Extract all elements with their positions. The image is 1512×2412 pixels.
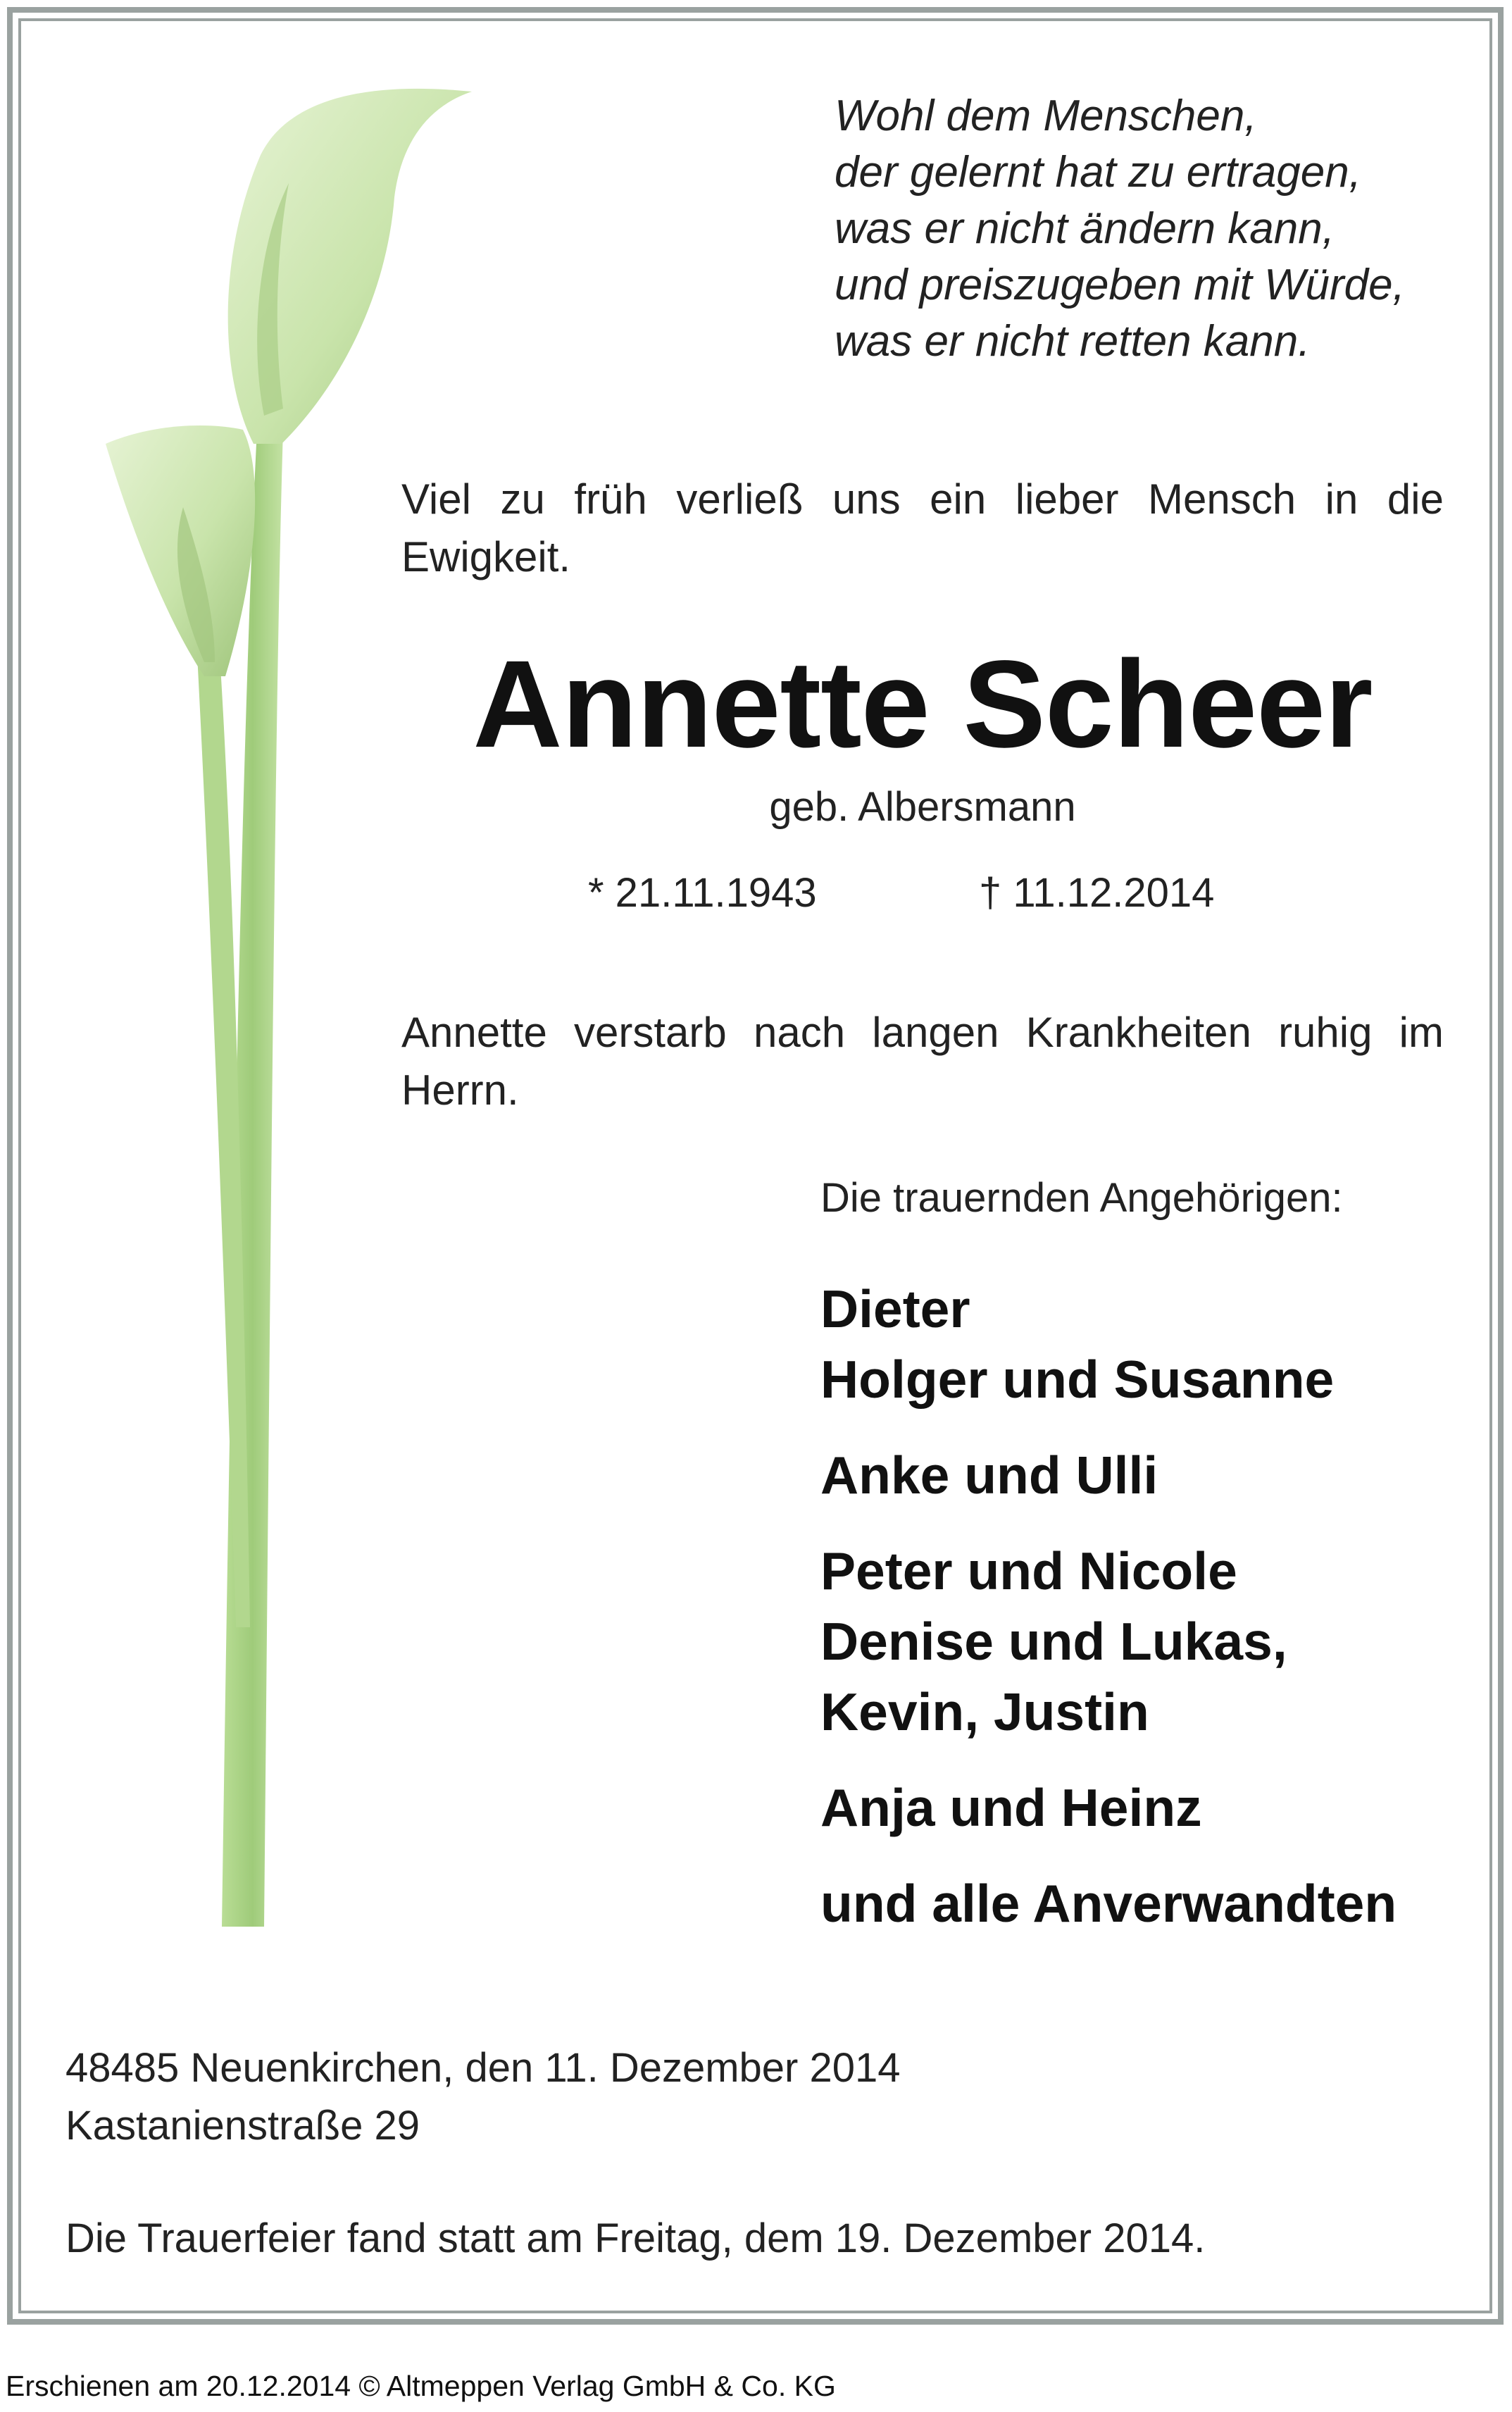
poem-quote	[835, 88, 1468, 370]
relatives-group	[820, 1536, 1397, 1747]
relative-name: Peter und Nicole	[820, 1541, 1237, 1600]
intro-text: Viel zu früh verließ uns ein lieber Mensch in die Ewigkeit.	[401, 475, 1444, 580]
publication-credit: Erschienen am 20.12.2014 © Altmeppen Verlag GmbH & Co. KG	[6, 2370, 836, 2402]
quote-line: der gelernt hat zu ertragen,	[835, 148, 1361, 197]
quote-line: was er nicht ändern kann,	[835, 204, 1335, 253]
relatives-group	[820, 1274, 1397, 1415]
relative-name: und alle Anverwandten	[820, 1874, 1397, 1933]
relative-name: Dieter	[820, 1279, 970, 1338]
birth-name: geb. Albersmann	[769, 784, 1076, 830]
quote-line: Wohl dem Menschen,	[835, 92, 1257, 140]
death-date: † 11.12.2014	[979, 870, 1215, 916]
birth-date: * 21.11.1943	[588, 870, 817, 916]
deceased-name: Annette Scheer	[473, 635, 1373, 773]
relative-name: Anke und Ulli	[820, 1446, 1158, 1505]
relative-name: Holger und Susanne	[820, 1350, 1335, 1409]
relatives-group	[820, 1440, 1397, 1510]
ceremony-text: Die Trauerfeier fand statt am Freitag, dem 19. Dezember 2014.	[65, 2215, 1206, 2261]
address-line-1: 48485 Neuenkirchen, den 11. Dezember 2014	[65, 2045, 901, 2091]
relative-name: Kevin, Justin	[820, 1682, 1149, 1741]
relatives-list	[820, 1274, 1397, 1964]
relative-name: Denise und Lukas,	[820, 1612, 1287, 1671]
quote-line: was er nicht retten kann.	[835, 317, 1311, 366]
relatives-group	[820, 1772, 1397, 1843]
address-line-2: Kastanienstraße 29	[65, 2103, 420, 2149]
relative-name: Anja und Heinz	[820, 1778, 1202, 1837]
statement-text: Annette verstarb nach langen Krankheiten ruhig im Herrn.	[401, 1009, 1444, 1114]
quote-line: und preiszugeben mit Würde,	[835, 261, 1405, 309]
mourners-label: Die trauernden Angehörigen:	[820, 1175, 1343, 1221]
relatives-group	[820, 1868, 1397, 1939]
